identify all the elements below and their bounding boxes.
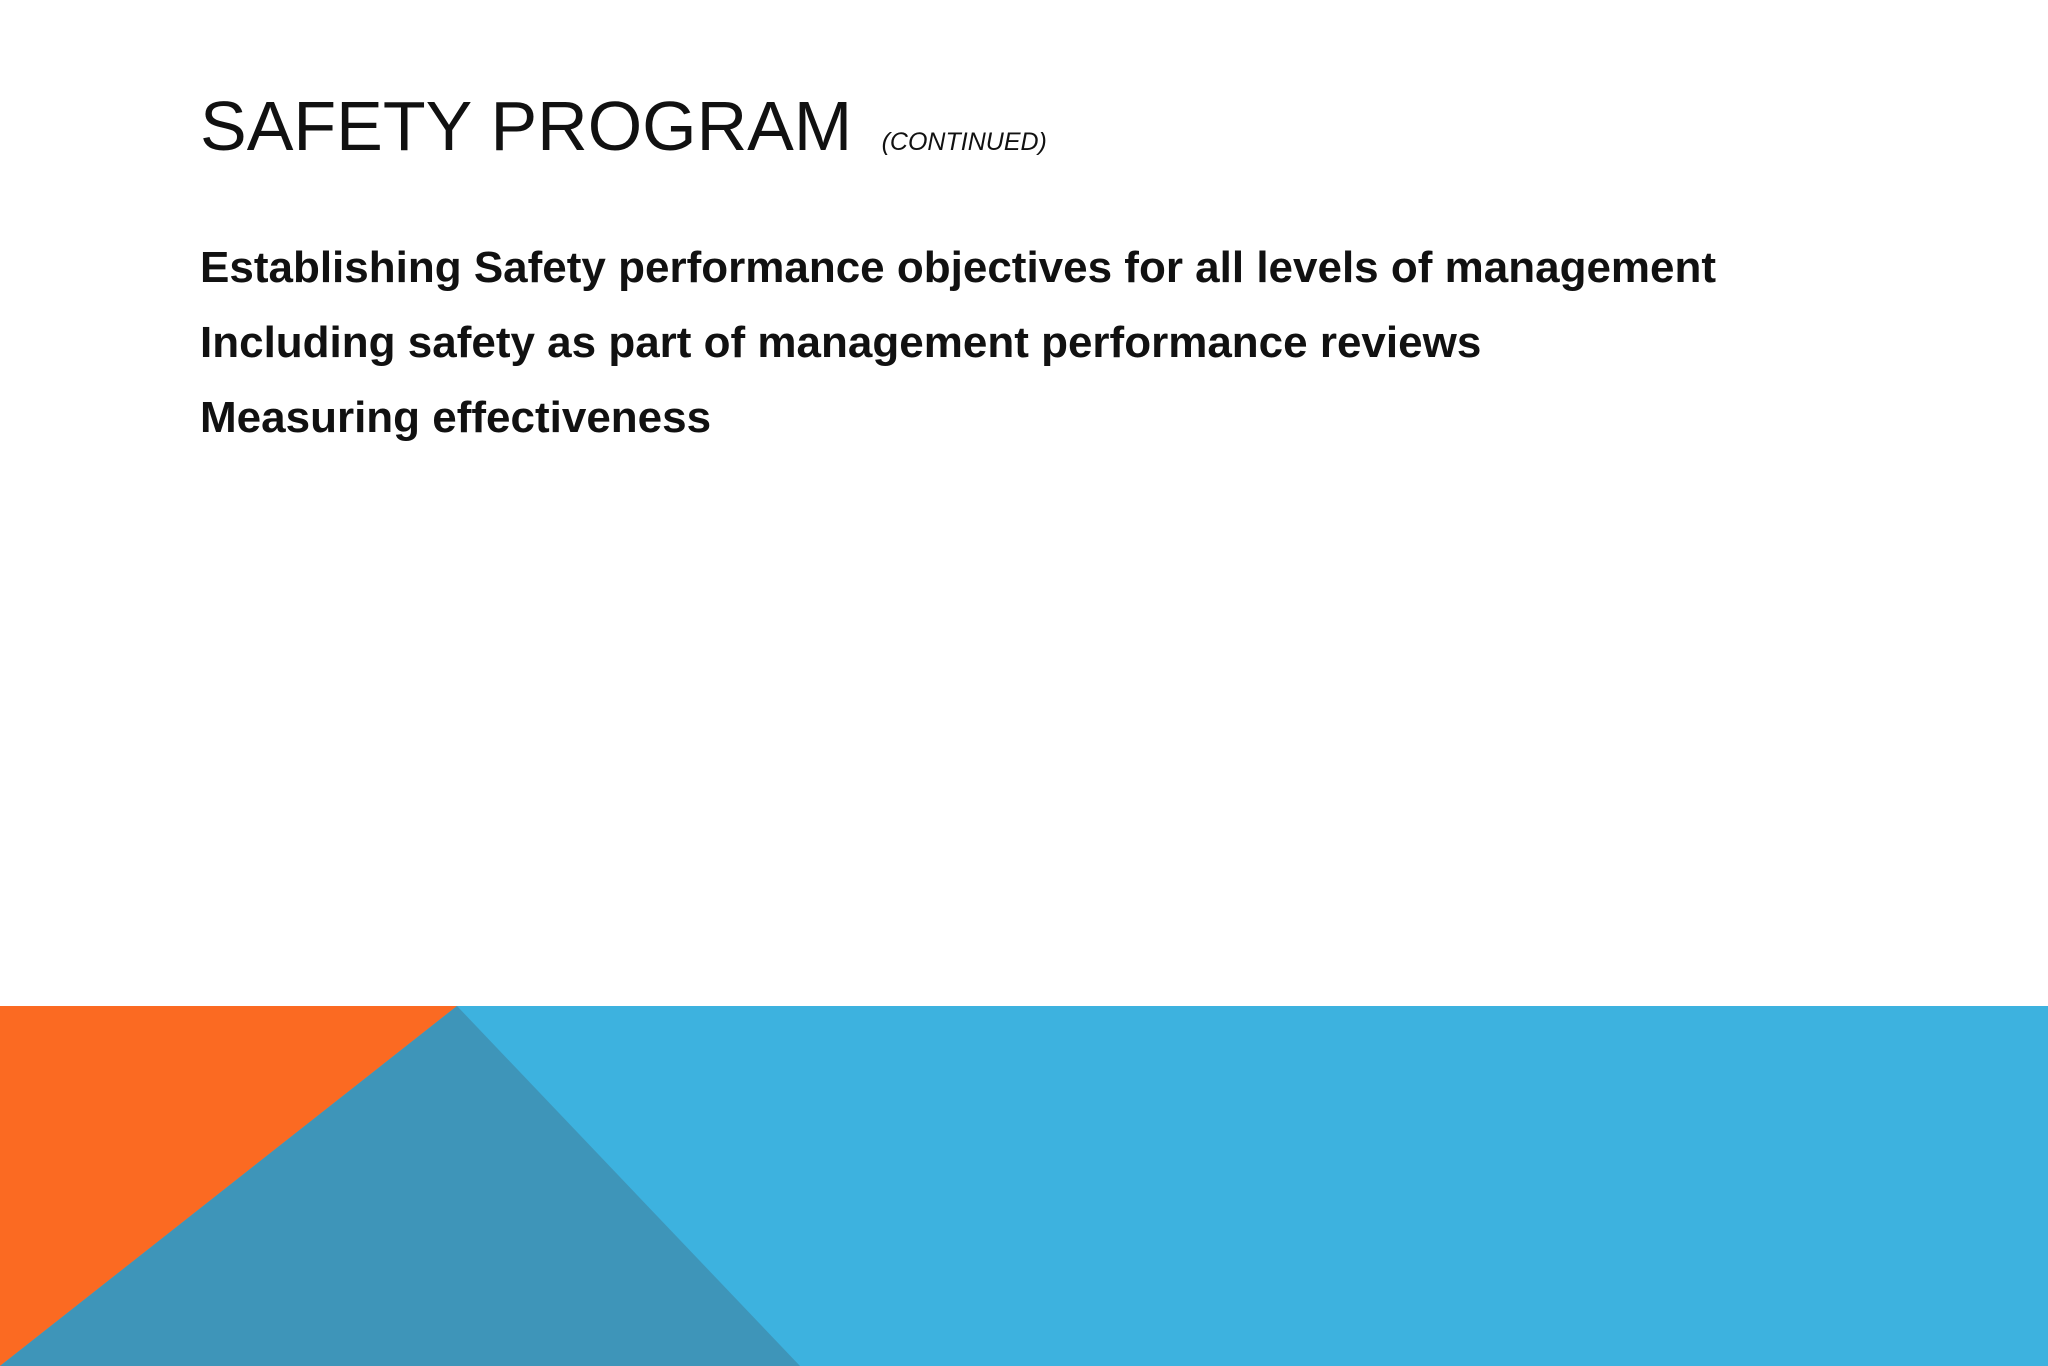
title-text: SAFETY PROGRAM (200, 87, 853, 165)
bullet-item: Including safety as part of management performance reviews (200, 318, 1482, 367)
title-suffix: (CONTINUED) (881, 128, 1047, 156)
bullet-list (200, 230, 1716, 455)
bullet-item: Measuring effectiveness (200, 393, 712, 442)
footer-decoration (0, 1006, 2048, 1366)
slide-title (200, 84, 1047, 184)
bullet-item: Establishing Safety performance objectives for all levels of management (200, 243, 1717, 292)
